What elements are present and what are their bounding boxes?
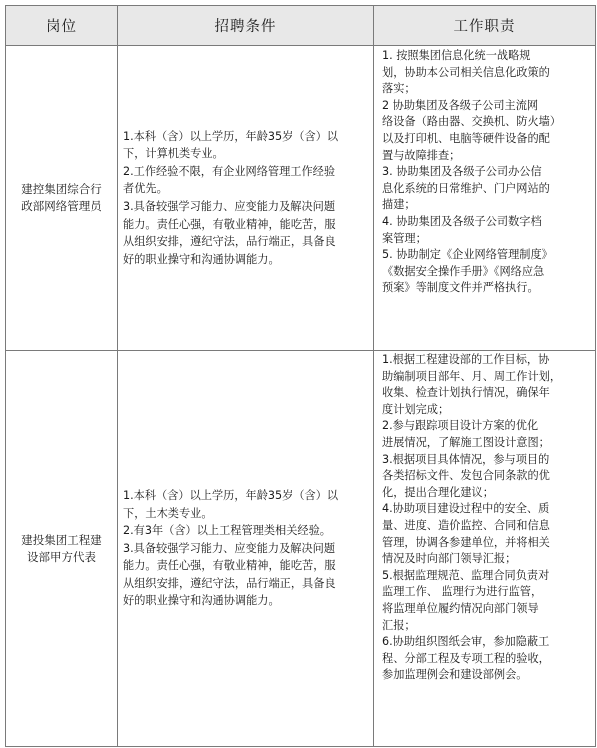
- duty-line: 4.协助项目建设过程中的安全、质: [382, 502, 550, 516]
- duty-line: 情况及时向部门领导汇报；: [382, 552, 517, 566]
- duty-line: 参加监理例会和建设部例会。: [382, 668, 528, 682]
- table-header-row: [6, 6, 596, 46]
- duty-line: 置与故障排查；: [382, 148, 461, 162]
- duty-line: 息化系统的日常维护、门户网站的: [382, 181, 550, 195]
- requirement-line: 好的职业操守和沟通协调能力。: [123, 252, 280, 266]
- requirement-line: 2.有3年（含）以上工程管理类相关经验。: [123, 524, 331, 538]
- requirement-line: 3.具备较强学习能力、应变能力及解决问题: [123, 200, 336, 213]
- duty-line: 4. 协助集团及各级子公司数字档: [382, 214, 542, 228]
- duties-cell: [374, 351, 596, 747]
- duty-line: 络设备（路由器、交换机、防火墙）: [382, 115, 562, 129]
- duty-line: 汇报；: [382, 618, 416, 632]
- position-cell: [6, 351, 118, 747]
- requirement-line: 好的职业操守和沟通协调能力。: [123, 594, 280, 608]
- duty-line: 《数据安全操作手册》《网络应急: [382, 264, 545, 278]
- duty-line: 划，协助本公司相关信息化政策的: [382, 65, 550, 79]
- duty-line: 进展情况，了解施工图设计意图；: [382, 435, 550, 449]
- duty-line: 将监理单位履约情况向部门领导: [382, 601, 539, 615]
- requirement-line: 下，计算机类专业。: [123, 147, 224, 161]
- duty-line: 管理，协调各参建单位，并将相关: [382, 535, 550, 549]
- position-line: 建控集团综合行: [21, 182, 102, 196]
- table-row: [6, 46, 596, 351]
- duty-line: 案管理；: [382, 231, 427, 245]
- header-requirements: 招聘条件: [118, 6, 374, 46]
- position-line: 政部网络管理员: [21, 199, 102, 213]
- duty-line: 量、进度、造价监控、合同和信息: [382, 518, 550, 532]
- duty-line: 监理工作、 监理行为进行监管，: [382, 585, 543, 599]
- requirement-line: 1.本科（含）以上学历，年龄35岁（含）以: [123, 488, 339, 502]
- header-duties: 工作职责: [374, 6, 596, 46]
- duty-line: 各类招标文件、发包合同条款的优: [382, 469, 550, 483]
- recruitment-table: [5, 5, 596, 747]
- duty-line: 2.参与跟踪项目设计方案的优化: [382, 419, 539, 433]
- requirements-cell: [118, 351, 374, 747]
- duty-line: 预案》等制度文件并严格执行。: [382, 281, 539, 295]
- position-cell: [6, 46, 118, 351]
- duty-line: 3. 协助集团及各级子公司办公信: [382, 165, 542, 179]
- requirement-line: 者优先。: [123, 182, 168, 196]
- requirement-line: 3.具备较强学习能力、应变能力及解决问题: [123, 541, 336, 555]
- requirement-line: 1.本科（含）以上学历，年龄35岁（含）以: [123, 129, 339, 143]
- duty-line: 收集、检查计划执行情况，确保年: [382, 386, 550, 400]
- duty-line: 5. 协助制定《企业网络管理制度》: [382, 248, 553, 262]
- requirements-cell: [118, 46, 374, 351]
- duty-line: 程、分部工程及专项工程的验收，: [382, 651, 550, 665]
- duty-line: 1. 按照集团信息化统一战略规: [382, 49, 531, 62]
- duty-line: 助编制项目部年、月、周工作计划，: [382, 369, 562, 383]
- requirement-line: 从组织安排，遵纪守法，品行端正，具备良: [123, 576, 336, 590]
- requirement-line: 从组织安排，遵纪守法，品行端正，具备良: [123, 235, 336, 249]
- position-line: 建投集团工程建: [21, 532, 102, 547]
- duty-line: 1.根据工程建设部的工作目标，协: [382, 353, 550, 366]
- duties-cell: [374, 46, 596, 351]
- requirement-line: 能力。责任心强，有敬业精神，能吃苦，服: [123, 559, 336, 573]
- duty-line: 5.根据监理规范、监理合同负责对: [382, 568, 550, 582]
- requirement-line: 下，土木类专业。: [123, 506, 213, 520]
- duty-line: 3.根据项目具体情况，参与项目的: [382, 452, 550, 466]
- position-line: 设部甲方代表: [27, 549, 96, 564]
- duty-line: 6.协助组织图纸会审，参加隐蔽工: [382, 635, 550, 649]
- requirement-line: 2.工作经验不限，有企业网络管理工作经验: [123, 164, 336, 178]
- header-position: 岗位: [6, 6, 118, 46]
- duty-line: 描建；: [382, 198, 416, 212]
- duty-line: 以及打印机、电脑等硬件设备的配: [382, 131, 550, 145]
- duty-line: 化，提出合理化建议；: [382, 485, 494, 499]
- table-row: [6, 351, 596, 747]
- duty-line: 度计划完成；: [382, 402, 450, 416]
- duty-line: 2 协助集团及各级子公司主流网: [382, 98, 539, 112]
- duty-line: 落实；: [382, 82, 416, 96]
- requirement-line: 能力。责任心强，有敬业精神，能吃苦，服: [123, 217, 336, 231]
